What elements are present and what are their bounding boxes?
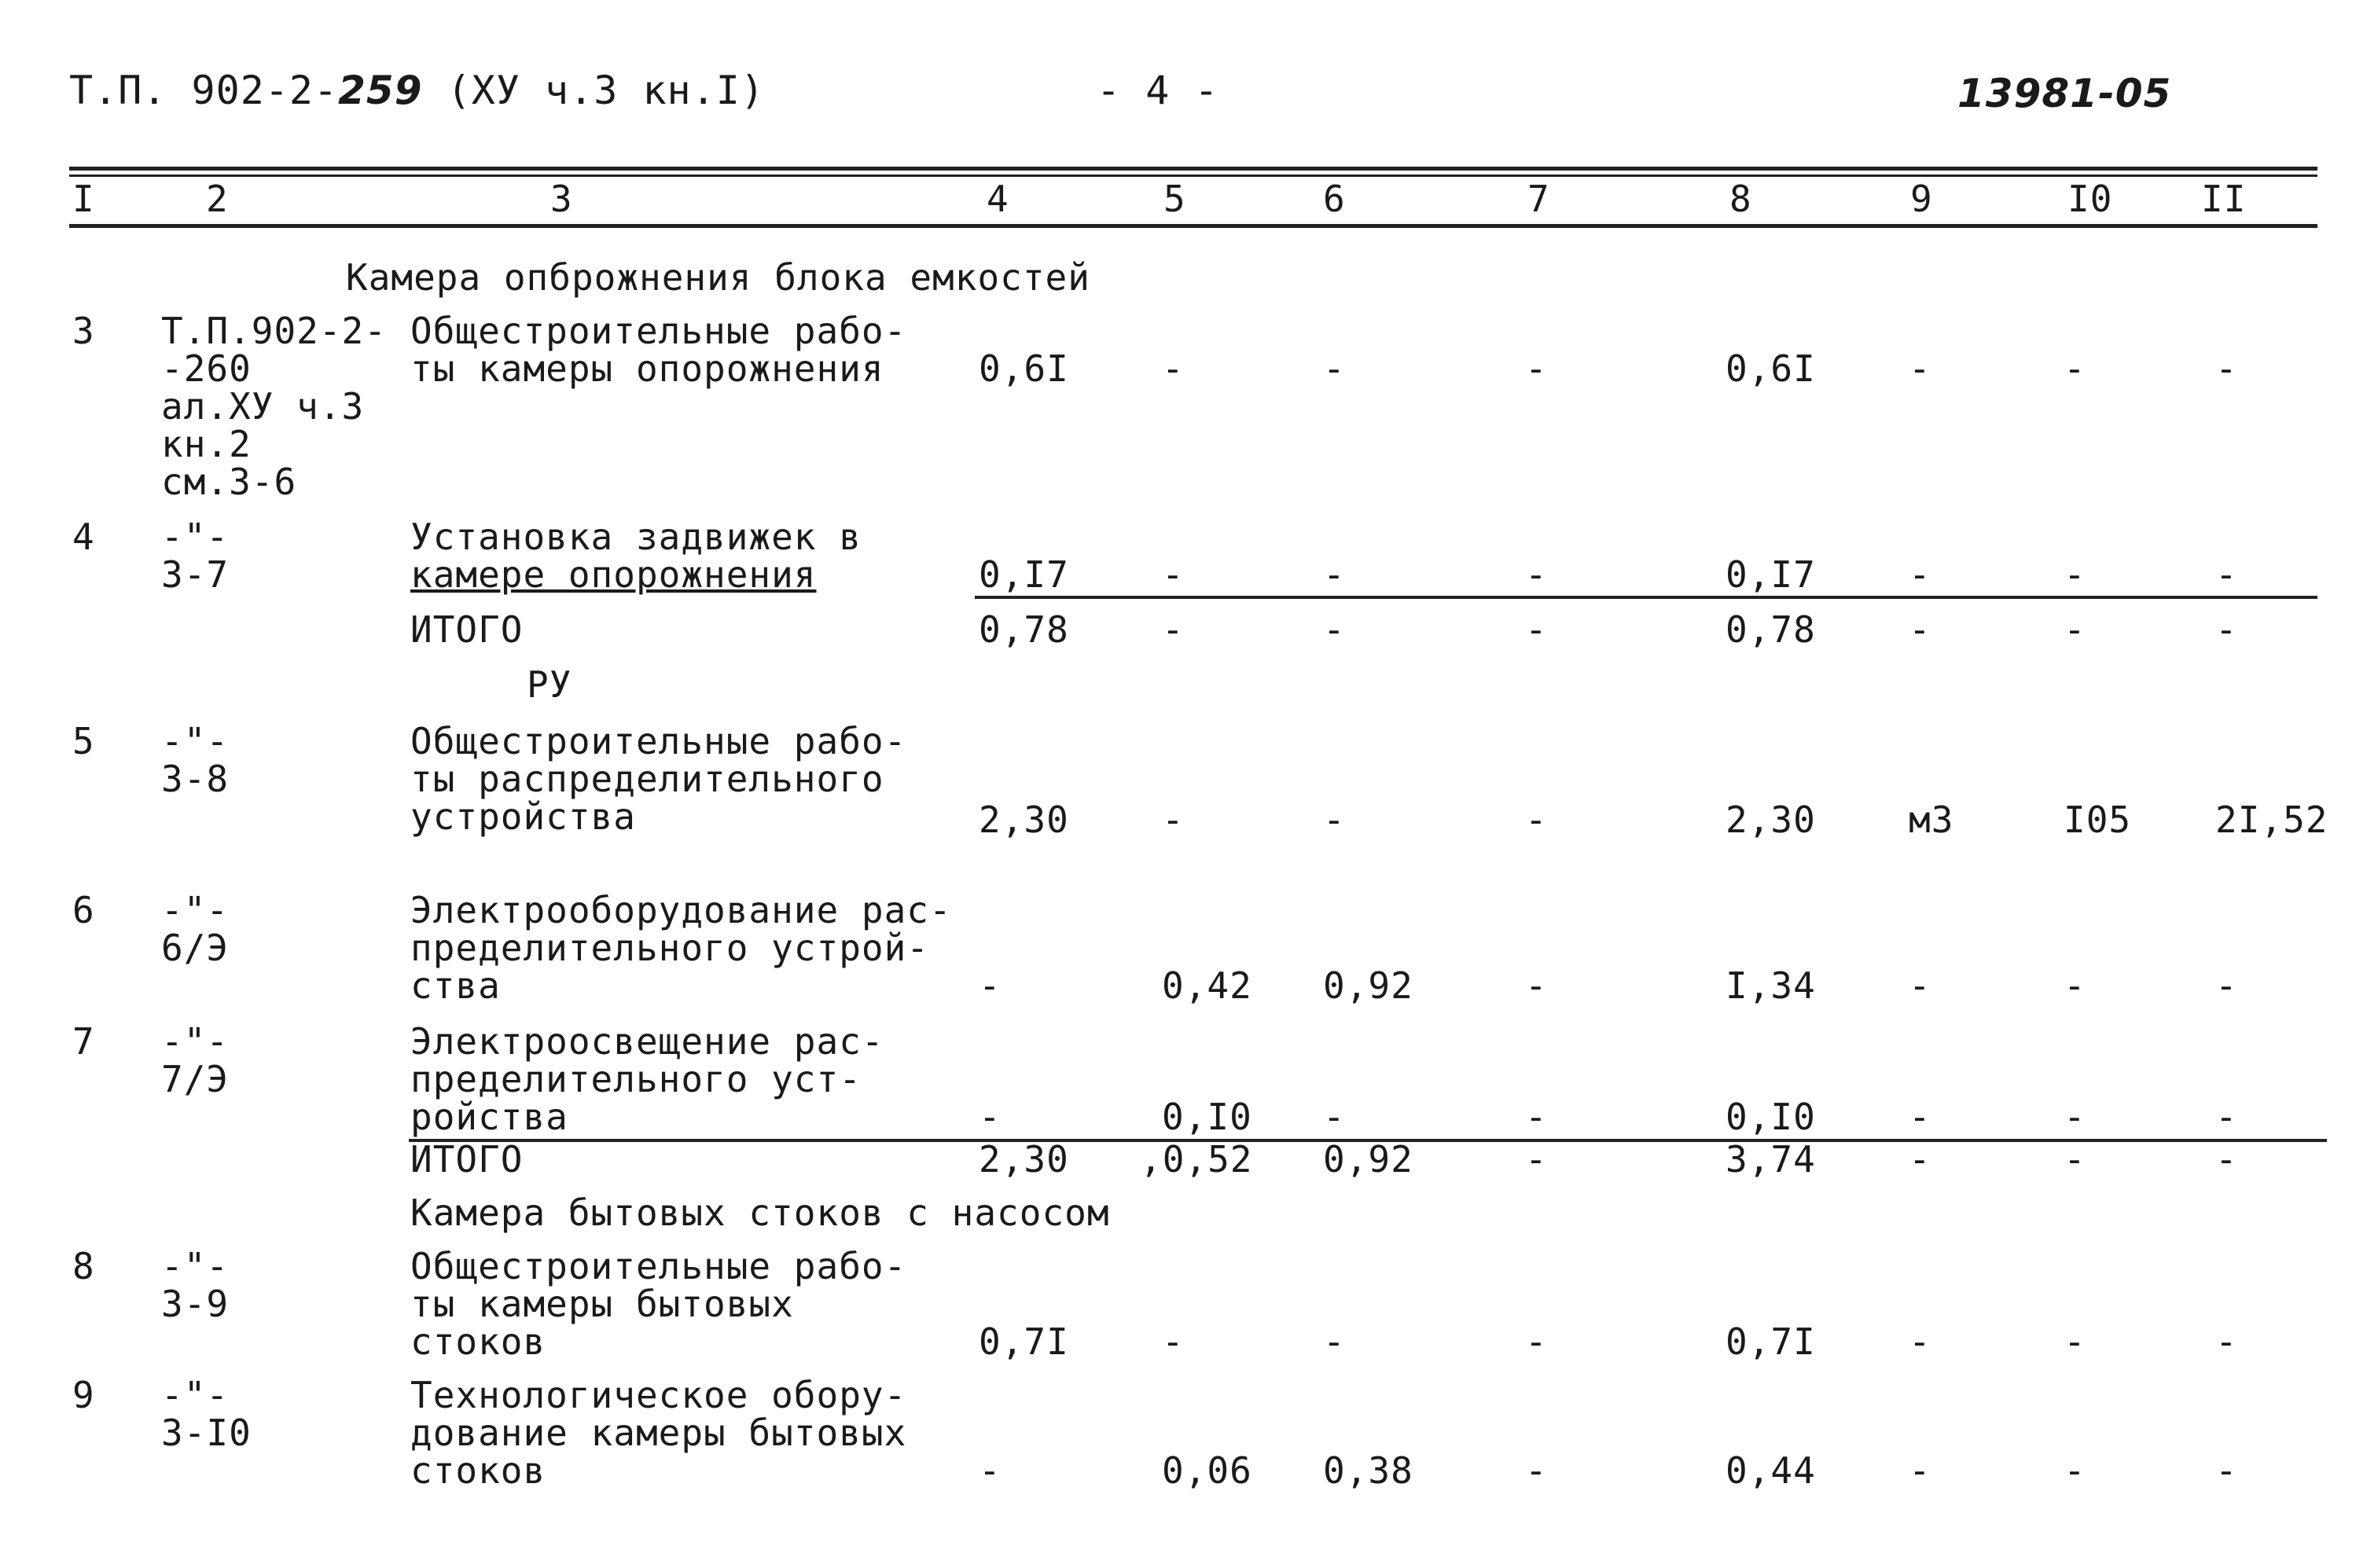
cell-c4: 0,I7 <box>979 553 1069 596</box>
cell-c7: - <box>1525 964 1548 1007</box>
total-c6: - <box>1323 608 1346 651</box>
cell-c11: - <box>2215 1320 2238 1363</box>
cell-c5: - <box>1162 1320 1185 1363</box>
cell-c6: - <box>1323 1096 1346 1138</box>
ref-line: ал.ХУ ч.3 <box>161 385 365 428</box>
cell-c8: 0,6I <box>1726 347 1816 390</box>
cell-c4: 2,30 <box>979 799 1069 841</box>
ref-line: 3-9 <box>161 1283 230 1325</box>
ref-line: 3-8 <box>161 758 230 800</box>
cell-c5: - <box>1162 553 1185 596</box>
col-header-4: 4 <box>987 178 1009 220</box>
row-number: 8 <box>72 1245 95 1287</box>
cell-c9: - <box>1909 553 1931 596</box>
ref-line: 3-7 <box>161 553 230 596</box>
work-name-line: ства <box>410 964 501 1007</box>
cell-c11: 2I,52 <box>2215 799 2328 841</box>
page-number: - 4 - <box>1097 68 1219 113</box>
cell-c7: - <box>1525 799 1548 841</box>
cell-c6: 0,38 <box>1323 1449 1413 1492</box>
total-c11: - <box>2215 1138 2238 1181</box>
work-name-line: ты камеры опорожнения <box>410 347 884 390</box>
cell-c9: м3 <box>1909 799 1954 841</box>
cell-c4: - <box>979 964 1002 1007</box>
cell-c7: - <box>1525 1096 1548 1138</box>
ref-line: -"- <box>161 720 230 762</box>
cell-c11: - <box>2215 1449 2238 1492</box>
ref-line: -"- <box>161 1245 230 1287</box>
section-title-2: РУ <box>527 663 572 706</box>
cell-c9: - <box>1909 1096 1931 1138</box>
col-header-1: I <box>72 178 95 220</box>
cell-c4: - <box>979 1449 1002 1492</box>
ref-line: -260 <box>161 347 252 390</box>
col-header-11: II <box>2201 178 2247 220</box>
section-title-1: Камера опброжнения блока емкостей <box>346 256 1090 299</box>
work-name-line: ройства <box>410 1096 568 1138</box>
total-c6: 0,92 <box>1323 1138 1413 1181</box>
work-name-line: Общестроительные рабо- <box>410 1245 907 1287</box>
col-header-9: 9 <box>1910 178 1933 220</box>
col-header-3: 3 <box>550 178 573 220</box>
cell-c7: - <box>1525 553 1548 596</box>
cell-c10: - <box>2064 1320 2086 1363</box>
cell-c8: 0,I0 <box>1726 1096 1816 1138</box>
ref-line: Т.П.902-2- <box>161 310 387 352</box>
header-bottom-rule <box>69 224 2317 228</box>
doc-suffix: (ХУ ч.3 кн.I) <box>447 68 765 113</box>
ref-line: -"- <box>161 1020 230 1063</box>
cell-c8: 0,I7 <box>1726 553 1816 596</box>
total-c10: - <box>2064 608 2086 651</box>
total-c4: 2,30 <box>979 1138 1069 1181</box>
total-c5: - <box>1162 608 1185 651</box>
row-number: 3 <box>72 310 95 352</box>
cell-c6: 0,92 <box>1323 964 1413 1007</box>
work-name-line: Общестроительные рабо- <box>410 720 907 762</box>
total-label: ИТОГО <box>410 1138 524 1181</box>
work-name-line: устройства <box>410 795 636 838</box>
total-c7: - <box>1525 1138 1548 1181</box>
cell-c7: - <box>1525 1320 1548 1363</box>
archive-number: 13981-05 <box>1957 71 2172 116</box>
cell-c7: - <box>1525 1449 1548 1492</box>
cell-c10: - <box>2064 347 2086 390</box>
cell-c8: I,34 <box>1726 964 1816 1007</box>
total-c5: ,0,52 <box>1140 1138 1253 1181</box>
cell-c11: - <box>2215 347 2238 390</box>
total-label: ИТОГО <box>410 608 524 651</box>
cell-c5: - <box>1162 799 1185 841</box>
header-top-rule-2 <box>69 174 2317 177</box>
work-name-line: Электрооборудование рас- <box>410 889 952 931</box>
cell-c4: 0,7I <box>979 1320 1069 1363</box>
cell-c9: - <box>1909 1449 1931 1492</box>
work-name-line: Электроосвещение рас- <box>410 1020 884 1063</box>
cell-c5: 0,42 <box>1162 964 1252 1007</box>
cell-c5: 0,I0 <box>1162 1096 1252 1138</box>
cell-c6: - <box>1323 553 1346 596</box>
work-name-line: Общестроительные рабо- <box>410 310 907 352</box>
total-c8: 3,74 <box>1726 1138 1816 1181</box>
work-name-line: Установка задвижек в <box>410 516 862 558</box>
cell-c11: - <box>2215 1096 2238 1138</box>
total-c8: 0,78 <box>1726 608 1816 651</box>
row-number: 9 <box>72 1374 95 1416</box>
cell-c11: - <box>2215 553 2238 596</box>
col-header-8: 8 <box>1729 178 1752 220</box>
total-c11: - <box>2215 608 2238 651</box>
cell-c5: - <box>1162 347 1185 390</box>
work-name-line: пределительного устрой- <box>410 927 929 969</box>
cell-c8: 2,30 <box>1726 799 1816 841</box>
col-header-5: 5 <box>1163 178 1186 220</box>
subtotal-rule <box>975 596 2317 599</box>
col-header-10: I0 <box>2067 178 2113 220</box>
cell-c10: - <box>2064 1096 2086 1138</box>
cell-c10: I05 <box>2064 799 2132 841</box>
total-c10: - <box>2064 1138 2086 1181</box>
row-number: 7 <box>72 1020 95 1063</box>
cell-c8: 0,44 <box>1726 1449 1816 1492</box>
col-header-2: 2 <box>206 178 229 220</box>
total-c9: - <box>1909 1138 1931 1181</box>
cell-c6: - <box>1323 347 1346 390</box>
cell-c9: - <box>1909 1320 1931 1363</box>
ref-line: -"- <box>161 516 230 558</box>
ref-line: 6/Э <box>161 927 230 969</box>
cell-c4: 0,6I <box>979 347 1069 390</box>
ref-line: 3-I0 <box>161 1412 252 1454</box>
header-top-rule <box>69 167 2317 171</box>
row-number: 5 <box>72 720 95 762</box>
work-name-line: камере опорожнения <box>410 553 817 596</box>
work-name-line: пределительного уст- <box>410 1058 862 1100</box>
cell-c10: - <box>2064 1449 2086 1492</box>
cell-c9: - <box>1909 347 1931 390</box>
doc-designation <box>69 68 765 113</box>
total-c9: - <box>1909 608 1931 651</box>
work-name-line: ты камеры бытовых <box>410 1283 794 1325</box>
ref-line: кн.2 <box>161 423 252 465</box>
cell-c5: 0,06 <box>1162 1449 1252 1492</box>
ref-line: -"- <box>161 1374 230 1416</box>
col-header-7: 7 <box>1527 178 1550 220</box>
cell-c6: - <box>1323 799 1346 841</box>
cell-c11: - <box>2215 964 2238 1007</box>
cell-c7: - <box>1525 347 1548 390</box>
cell-c10: - <box>2064 553 2086 596</box>
row-number: 4 <box>72 516 95 558</box>
work-name-line: стоков <box>410 1449 546 1492</box>
work-name-line: стоков <box>410 1320 546 1363</box>
total-c4: 0,78 <box>979 608 1069 651</box>
ref-line: см.3-6 <box>161 461 297 503</box>
doc-prefix: Т.П. 902-2- <box>69 68 339 113</box>
work-name-line: дование камеры бытовых <box>410 1412 907 1454</box>
section-title-3: Камера бытовых стоков с насосом <box>410 1192 1110 1234</box>
row-number: 6 <box>72 889 95 931</box>
cell-c10: - <box>2064 964 2086 1007</box>
cell-c4: - <box>979 1096 1002 1138</box>
ref-line: -"- <box>161 889 230 931</box>
doc-number-handwritten: 259 <box>338 68 423 113</box>
work-name-line: Технологическое обору- <box>410 1374 907 1416</box>
col-header-6: 6 <box>1323 178 1346 220</box>
work-name-line: ты распределительного <box>410 758 884 800</box>
ref-line: 7/Э <box>161 1058 230 1100</box>
total-c7: - <box>1525 608 1548 651</box>
cell-c9: - <box>1909 964 1931 1007</box>
cell-c6: - <box>1323 1320 1346 1363</box>
cell-c8: 0,7I <box>1726 1320 1816 1363</box>
